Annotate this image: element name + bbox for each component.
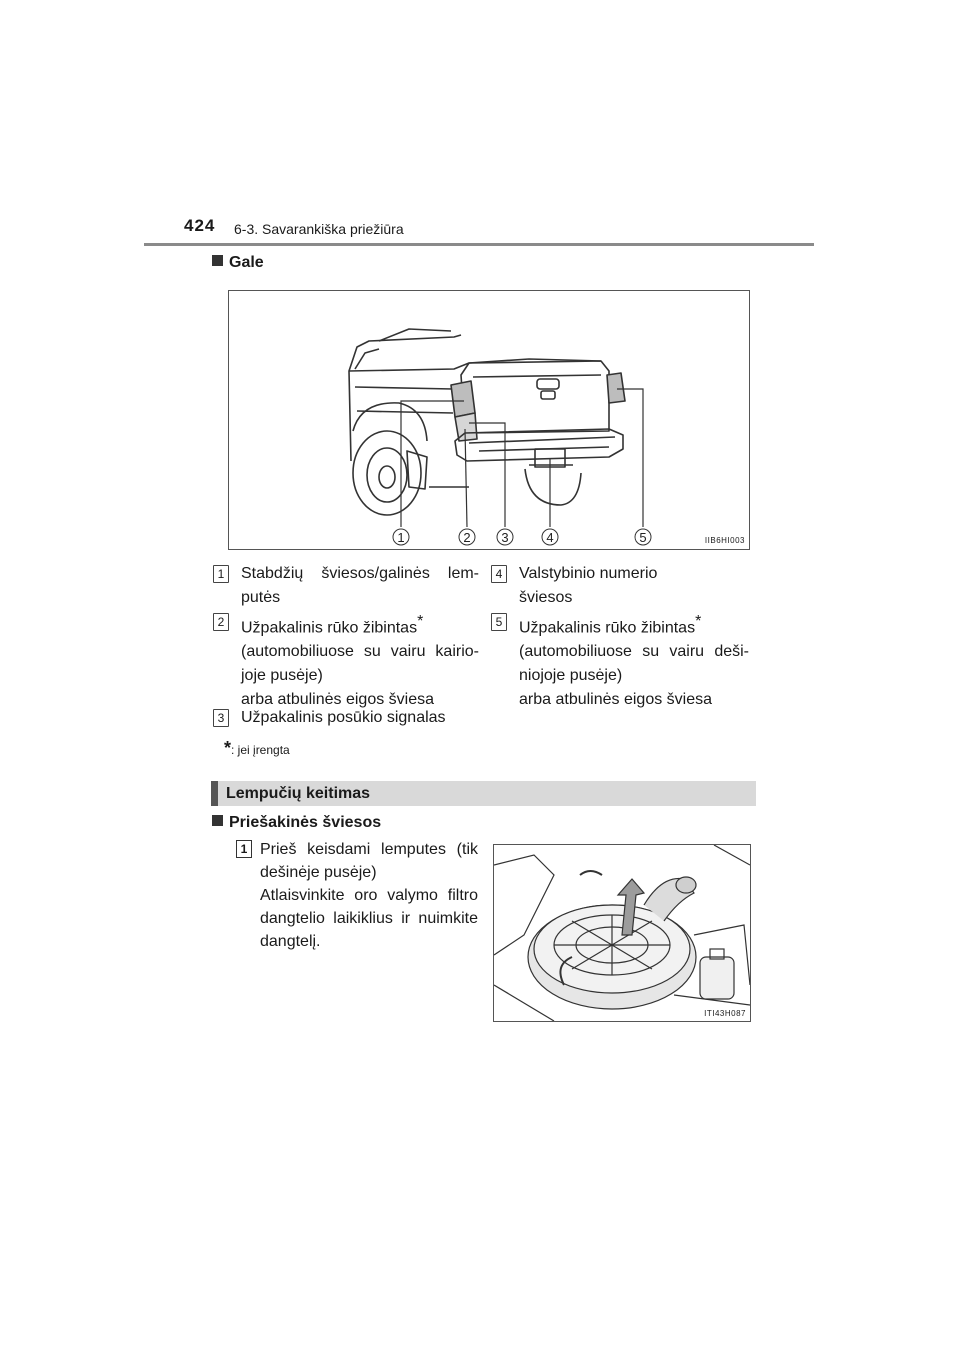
figure-code: IIB6HI003 (704, 536, 745, 545)
section-bar-title: Lempučių keitimas (211, 781, 756, 806)
callout-2: 2 (463, 530, 471, 545)
square-bullet-icon (212, 815, 223, 826)
page-number: 424 (184, 216, 216, 235)
callout-1: 1 (397, 530, 405, 545)
list-item-1: 1 Stabdžių šviesos/galinės lem-putės (213, 562, 479, 612)
air-filter-figure (493, 844, 751, 1022)
headlights-heading: Priešakinės šviesos (212, 814, 381, 832)
step-number: 1 (236, 840, 252, 858)
header-rule (144, 243, 814, 246)
figure-code-2: ITI43H087 (704, 1009, 746, 1018)
callout-3: 3 (501, 530, 509, 545)
list-item-5: 5 Užpakalinis rūko žibintas* (automobiliuose su vairu deši-niojoje pusėje) arba atbulinės eigos šviesa (491, 610, 749, 700)
callout-4: 4 (546, 530, 554, 545)
callout-5: 5 (639, 530, 647, 545)
rear-heading: Gale (212, 254, 264, 272)
footnote: *: jei įrengta (224, 738, 290, 758)
section-title: 6-3. Savarankiška priežiūra (234, 221, 404, 237)
step-text: Prieš keisdami lemputes (tik dešinėje pusėje) Atlaisvinkite oro valymo filtro dangtelio laikiklius ir nuimkite dangtelį. (260, 841, 478, 950)
truck-rear-illustration (229, 291, 749, 549)
list-item-4: 4 Valstybinio numerio šviesos (491, 562, 749, 612)
square-bullet-icon (212, 255, 223, 266)
air-cleaner-illustration (494, 845, 750, 1021)
rear-lights-figure (228, 290, 750, 550)
list-item-3: 3 Užpakalinis posūkio signalas (213, 706, 479, 732)
list-item-2: 2 Užpakalinis rūko žibintas* (automobiliuose su vairu kairio-joje pusėje) arba atbulinės eigos šviesa (213, 610, 479, 700)
